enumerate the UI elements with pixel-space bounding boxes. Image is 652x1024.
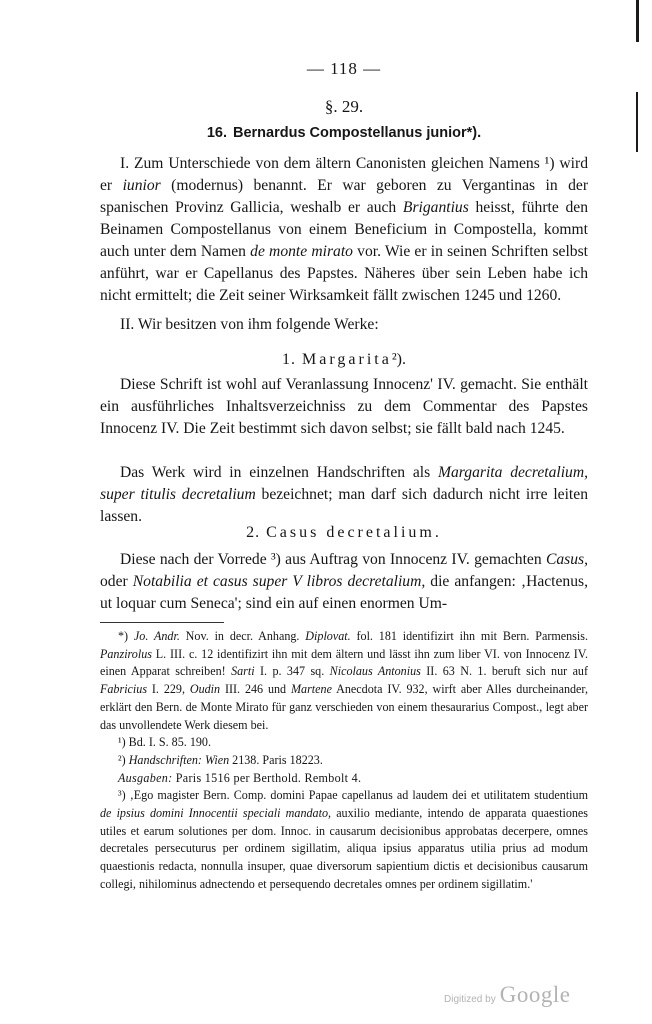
work-footnote-mark: ²).: [391, 351, 406, 368]
chapter-number: 16.: [206, 125, 227, 141]
text-run: heisst, führte den Beinamen Compostellanus von einem Beneficium in Compostella, kommt auch unter dem Namen: [100, 199, 588, 260]
text-run: Diese nach der Vorrede ³) aus Auftrag von Innocenz IV. gemachten: [120, 551, 546, 568]
intro-paragraph: [100, 153, 588, 307]
footnote-2-editions: Ausgaben: Paris 1516 per Berthold. Rembolt 4.: [118, 770, 362, 785]
google-logo: Google: [499, 982, 571, 1007]
paragraph-text: Diese Schrift ist wohl auf Veranlassung Innocenz' IV. gemacht. Sie enthält ein ausführliches Inhaltsverzeichniss zu dem Commentar des Papstes Innocenz IV. Die Zeit bestimmt sich davon selbst; sie fällt bald nach 1245.: [100, 376, 588, 437]
italic-term: de monte mirato: [250, 243, 353, 260]
casus-paragraph: [100, 549, 588, 615]
work-number: 1.: [282, 351, 297, 368]
work-title: Margarita: [302, 351, 392, 368]
footnote-3: ³) ‚Ego magister Bern. Comp. domini Papae capellanus ad laudem dei et utilitatem studentium de ipsius domini Innocentii speciali mandato, auxilio mediante, intendo de apparata quaestiones utiles et earum solutiones per dom. Innoc. in causarum decisionibus approbatas decerpere, omnes decretales persecuturus per ordinem sigillatim, aliqua ipsius apparatus utilia prius ad modum quaestionis redacta, nonnulla insuper, quae diversorum sapientium dictis et decisionibus causarum collegi, nihilominus adnectendo et persequendo decretales omnes per ordinem sigillatim.': [100, 788, 588, 891]
text-run: oder: [100, 573, 133, 590]
margarita-paragraph: [100, 374, 588, 440]
footnote-divider: [100, 622, 224, 623]
text-run: bezeichnet; man darf sich dadurch nicht irre leiten lassen.: [100, 486, 588, 525]
scan-edge-mark: [636, 0, 639, 42]
scan-edge-mark: [636, 92, 638, 152]
work-heading-casus: [100, 524, 588, 542]
italic-term: iunior: [122, 177, 161, 194]
footnote-star: *) Jo. Andr. Nov. in decr. Anhang. Diplovat. fol. 181 identifizirt ihn mit Bern. Parmensis. Panzirolus L. III. c. 12 identifizirt ihn mit dem ältern und lässt ihn zum liber VI. von Innocenz IV. einen Apparat schreiben! Sarti I. p. 347 sq. Nicolaus Antonius II. 63 N. 1. beruft sich nur auf Fabricius I. 229, Oudin III. 246 und Martene Anecdota IV. 932, wirft aber Alles durcheinander, erklärt den Bern. de Monte Mirato für ganz verschieden von einem thesaurarius Compost., legt aber das unvollendete Werk diesem bei.: [100, 629, 589, 732]
chapter-title: [100, 125, 588, 141]
margarita-paragraph-2: [100, 462, 588, 528]
footnotes: [100, 628, 588, 894]
work-heading-margarita: [100, 351, 588, 369]
italic-term: Notabilia et casus super V libros decretalium,: [132, 573, 426, 590]
works-intro-text: II. Wir besitzen von ihm folgende Werke:: [120, 316, 379, 333]
digitized-by-label: Digitized by: [444, 994, 496, 1005]
works-intro: [100, 314, 588, 336]
work-number: 2.: [246, 524, 261, 541]
text-run: die anfangen: ‚Hactenus, ut loquar cum Seneca'; sind ein auf einen enormen Um-: [100, 573, 588, 612]
chapter-name: Bernardus Compostellanus junior: [233, 125, 467, 141]
text-run: I. Zum Unterschiede von dem ältern Canonisten gleichen Namens ¹) wird er: [100, 155, 588, 194]
footnote-1: ¹) Bd. I. S. 85. 190.: [118, 735, 211, 750]
chapter-footnote-mark: *).: [466, 125, 482, 141]
page-number: — 118 —: [306, 59, 382, 78]
text-run: vor. Wie er in seinen Schriften selbst anführt, war er Capellanus des Papstes. Näheres über sein Leben habe ich nicht ermittelt; die Zeit seiner Wirksamkeit fällt zwischen 1245 und 1260.: [100, 243, 588, 304]
work-title: Casus decretalium.: [266, 524, 442, 541]
text-run: (modernus) benannt. Er war geboren zu Vergantinas in der spanischen Provinz Gallicia, weshalb er auch: [100, 177, 589, 216]
section-number: §. 29.: [324, 97, 364, 116]
text-run: Das Werk wird in einzelnen Handschriften als: [120, 464, 438, 481]
italic-term: Casus,: [545, 551, 588, 568]
italic-term: Brigantius: [402, 199, 469, 216]
italic-term: Margarita decretalium, super titulis decretalium: [100, 464, 588, 503]
digitized-watermark: [444, 982, 570, 1008]
footnote-2: ²) Handschriften: Wien 2138. Paris 18223.: [118, 752, 323, 767]
